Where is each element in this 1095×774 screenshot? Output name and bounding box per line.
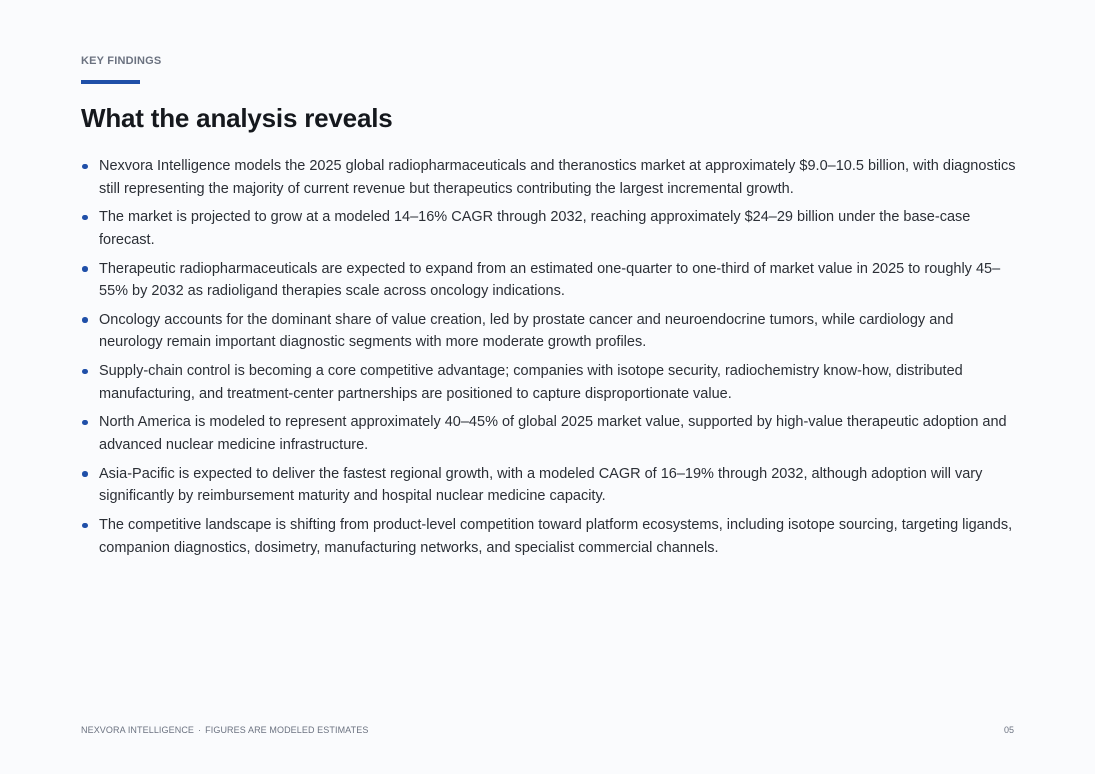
- finding-item: [81, 258, 1016, 303]
- finding-text: The market is projected to grow at a modeled 14–16% CAGR through 2032, reaching approximately $24–29 billion under the base-case forecast.: [99, 209, 971, 248]
- finding-item: [81, 309, 1016, 354]
- bullet-icon: [82, 317, 88, 323]
- finding-text: North America is modeled to represent approximately 40–45% of global 2025 market value, supported by high-value therapeutic adoption and advanced nuclear medicine infrastructure.: [99, 414, 1007, 453]
- finding-item: [81, 463, 1016, 508]
- bullet-icon: [82, 164, 88, 170]
- finding-text: The competitive landscape is shifting from product-level competition toward platform ecosystems, including isotope sourcing, targeting ligands, companion diagnostics, dosimetry, manufacturing networks, and specialist commercial channels.: [99, 517, 1013, 556]
- finding-item: [81, 360, 1016, 405]
- bullet-icon: [82, 420, 88, 426]
- finding-text: Asia-Pacific is expected to deliver the fastest regional growth, with a modeled CAGR of 16–19% through 2032, although adoption will vary significantly by reimbursement maturity and hospital nuclear medicine capacity.: [99, 465, 983, 505]
- page-footer: [81, 725, 368, 735]
- finding-item: [81, 514, 1016, 559]
- findings-list: [81, 155, 1016, 565]
- finding-text: Oncology accounts for the dominant share of value creation, led by prostate cancer and neuroendocrine tumors, while cardiology and neurology remain important diagnostic segments with more moderate growth profiles.: [99, 311, 954, 351]
- bullet-icon: [82, 266, 88, 272]
- finding-text: Nexvora Intelligence models the 2025 global radiopharmaceuticals and theranostics market at approximately $9.0–10.5 billion, with diagnostics still representing the majority of current revenue but therapeutics contributing the largest incremental growth.: [99, 158, 1016, 197]
- footer-note: FIGURES ARE MODELED ESTIMATES: [205, 725, 369, 735]
- finding-text: Therapeutic radiopharmaceuticals are expected to expand from an estimated one-quarter to one-third of market value in 2025 to roughly 45–55% by 2032 as radioligand therapies scale across oncology indications.: [99, 260, 1001, 300]
- finding-item: [81, 411, 1016, 456]
- report-page: [81, 0, 1016, 774]
- finding-text: Supply-chain control is becoming a core competitive advantage; companies with isotope security, radiochemistry know-how, distributed manufacturing, and treatment-center partnerships are positioned to capture disproportionate value.: [99, 363, 963, 402]
- bullet-icon: [82, 471, 88, 477]
- finding-item: [81, 206, 1016, 251]
- section-eyebrow: KEY FINDINGS: [81, 55, 162, 67]
- bullet-icon: [82, 215, 88, 221]
- footer-separator: ·: [198, 725, 202, 735]
- accent-bar: [81, 80, 140, 84]
- page-title: What the analysis reveals: [81, 103, 393, 133]
- footer-brand: NEXVORA INTELLIGENCE: [81, 725, 195, 735]
- page-number: 05: [1003, 725, 1014, 735]
- bullet-icon: [82, 369, 88, 375]
- bullet-icon: [82, 523, 88, 529]
- finding-item: [81, 155, 1016, 200]
